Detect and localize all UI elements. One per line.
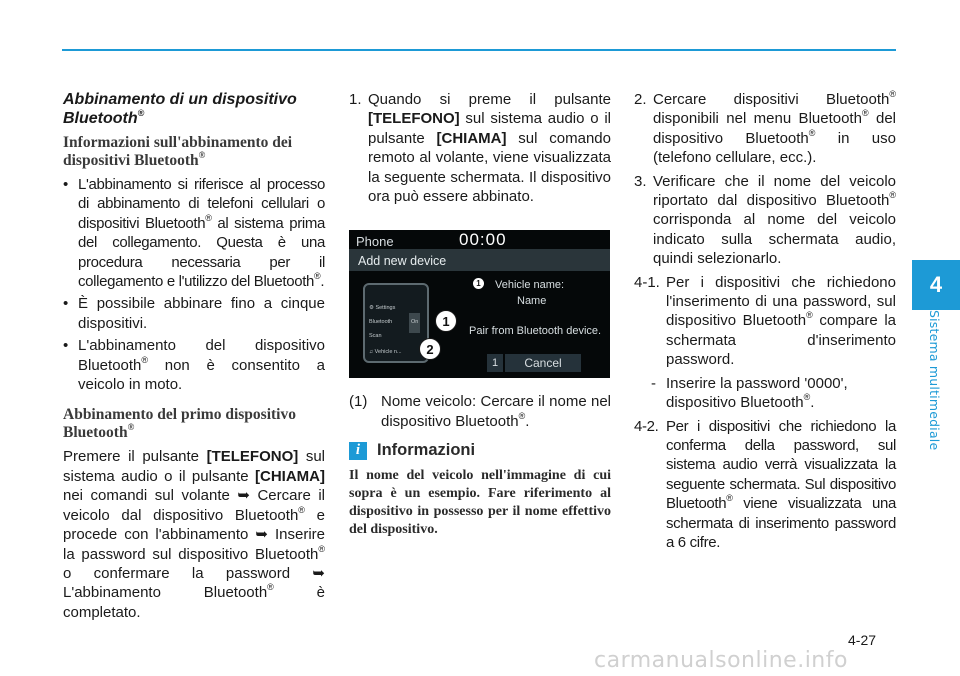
subheading-pairing-info: Informazioni sull'abbinamento dei dispositivi Bluetooth®: [63, 134, 293, 169]
section-heading: Abbinamento di un dispositivo Bluetooth®: [63, 91, 297, 127]
screen-subtitle: Add new device: [358, 254, 447, 269]
step-3: 3. Verificare che il nome del veicolo riportato dal dispositivo Bluetooth® corrisponda al nome del veicolo indicato sulla schermata audio, quindi selezionarlo.: [634, 172, 896, 268]
column-left: [63, 90, 325, 622]
step-1: 1. Quando si preme il pulsante [TELEFONO] sul sistema audio o il pulsante [CHIAMA] sul comando remoto al volante, viene visualizzata la seguente schermata. Il dispositivo ora può essere abbinato.: [349, 91, 611, 206]
screen-button-number: 1: [487, 354, 503, 372]
vehicle-name-label: Vehicle name:: [495, 279, 565, 292]
arrow-icon: ➥: [255, 526, 268, 544]
column-right: [634, 90, 896, 556]
step-4-2: 4-2. Per i dispositivi che richiedono la conferma della password, sul sistema audio verrà visualizzata la seguente schermata. Sul dispositivo Bluetooth® viene visualizzata una schermata di inserimento password a 6 cifre.: [634, 417, 896, 551]
phone-screen-figure: [349, 230, 610, 378]
subheading-first-pairing: Abbinamento del primo dispositivo Bluetooth®: [63, 406, 296, 442]
callout-small-1: 1: [473, 278, 484, 289]
info-box-header: [349, 441, 611, 460]
pair-instruction: Pair from Bluetooth device.: [469, 325, 602, 338]
arrow-icon: ➥: [237, 487, 250, 505]
chapter-title: Sistema multimediale: [927, 310, 942, 451]
info-title: Informazioni: [377, 441, 476, 460]
callout-2: 2: [419, 338, 441, 360]
bullet-item: • L'abbinamento del dispositivo Bluetooth® non è consentito a veicolo in moto.: [63, 336, 325, 394]
watermark: carmanualsonline.info: [594, 648, 848, 673]
phone-illustration: ⚙ Settings Bluetooth On Scan ♫ Vehicle n...: [363, 283, 429, 363]
cancel-button: Cancel: [505, 354, 581, 372]
info-body: Il nome del veicolo nell'immagine di cui sopra è un esempio. Fare riferimento al dispositivo in possesso per il nome effettivo del dispositivo.: [349, 467, 611, 537]
vehicle-name-value: Name: [517, 295, 547, 308]
screen-clock: 00:00: [459, 230, 507, 250]
bullet-item: • È possibile abbinare fino a cinque dispositivi.: [63, 294, 325, 333]
step-4-1-detail: - Inserire la password '0000', dispositivo Bluetooth®.: [651, 374, 848, 412]
step-2: 2. Cercare dispositivi Bluetooth® disponibili nel menu Bluetooth® del dispositivo Bluetooth® in uso (telefono cellulare, ecc.).: [634, 89, 896, 167]
bullet-item: • L'abbinamento si riferisce al processo di abbinamento di telefoni cellulari o dispositivi Bluetooth® al sistema prima del collegamento. Questa è una procedura necessaria per il collegamento e l'utilizzo del Bluetooth®.: [63, 175, 325, 291]
figure-caption: (1) Nome veicolo: Cercare il nome nel dispositivo Bluetooth®.: [349, 393, 611, 430]
screen-title: Phone: [356, 234, 394, 250]
header-rule: [62, 49, 896, 51]
first-pairing-paragraph: Premere il pulsante [TELEFONO] sul sistema audio o il pulsante [CHIAMA] nei comandi sul volante ➥ Cercare il veicolo dal dispositivo Bluetooth® e procede con l'abbinamento ➥ Inserire la password sul dispositivo Bluetooth® o confermare la password ➥ L'abbinamento Bluetooth® è completato.: [63, 448, 326, 621]
step-4-1: 4-1. Per i dispositivi che richiedono l'inserimento di una password, sul dispositivo Bluetooth® compare la schermata d'inserimento password.: [634, 273, 896, 369]
arrow-icon: ➥: [312, 564, 325, 582]
chapter-tab: 4: [912, 260, 960, 310]
callout-1: 1: [435, 310, 457, 332]
info-icon: i: [349, 442, 367, 460]
column-middle: [349, 90, 611, 539]
page-number: 4-27: [848, 632, 877, 648]
